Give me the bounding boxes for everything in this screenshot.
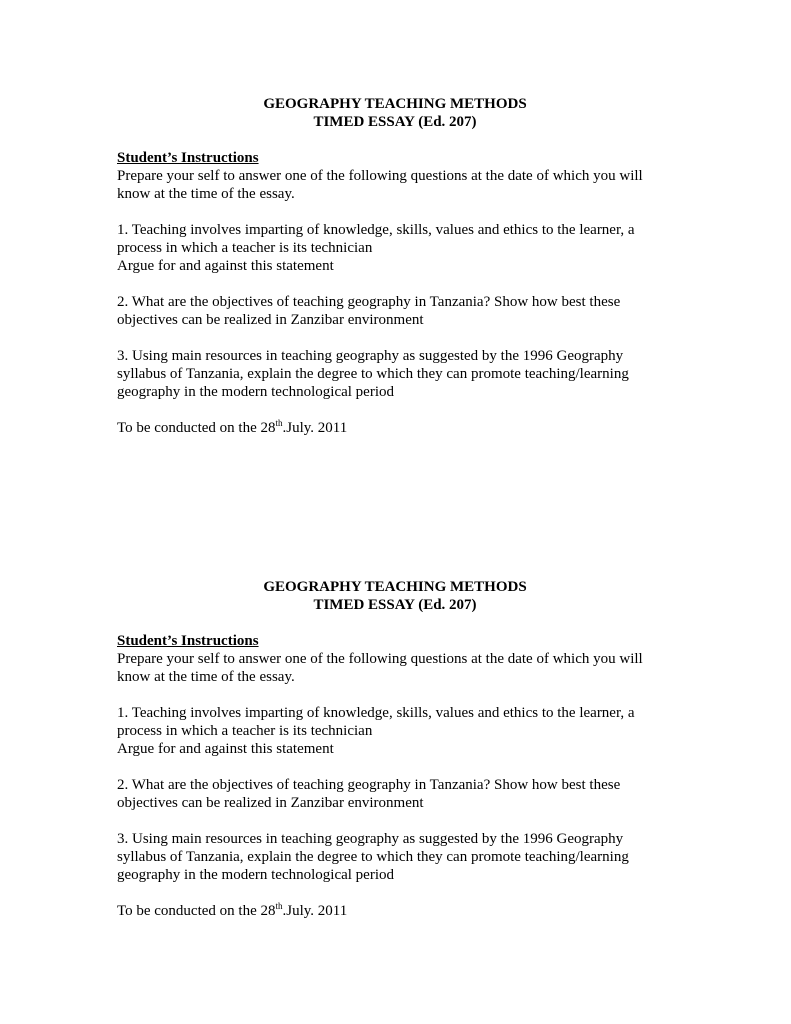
question-3-line-1: 3. Using main resources in teaching geography as suggested by the 1996 Geography xyxy=(117,831,624,847)
conduct-date-prefix: To be conducted on the 28 xyxy=(117,903,276,919)
question-2-line-2: objectives can be realized in Zanzibar environment xyxy=(117,795,424,811)
question-1-line-2: process in which a teacher is its technician xyxy=(117,240,373,256)
conduct-date xyxy=(117,419,677,437)
instructions-text-line-1: Prepare your self to answer one of the following questions at the date of which you will xyxy=(117,651,643,667)
question-3-line-3: geography in the modern technological period xyxy=(117,867,394,883)
instructions-heading: Student’s Instructions xyxy=(117,633,259,649)
conduct-date-suffix: .July. 2011 xyxy=(282,903,348,919)
conduct-date-prefix: To be conducted on the 28 xyxy=(117,420,276,436)
question-3-line-2: syllabus of Tanzania, explain the degree to which they can promote teaching/learning xyxy=(117,366,629,382)
title-line-1: GEOGRAPHY TEACHING METHODS xyxy=(263,579,527,595)
question-2-line-1: 2. What are the objectives of teaching geography in Tanzania? Show how best these xyxy=(117,294,621,310)
instructions-text-line-2: know at the time of the essay. xyxy=(117,186,295,202)
conduct-date-suffix: .July. 2011 xyxy=(282,420,348,436)
conduct-date-sup: th xyxy=(275,418,283,428)
question-3-line-3: geography in the modern technological period xyxy=(117,384,394,400)
question-3-line-1: 3. Using main resources in teaching geography as suggested by the 1996 Geography xyxy=(117,348,624,364)
essay-notice-1 xyxy=(117,95,677,437)
question-1-line-3: Argue for and against this statement xyxy=(117,258,334,274)
instructions-text-line-1: Prepare your self to answer one of the following questions at the date of which you will xyxy=(117,168,643,184)
question-1-line-1: 1. Teaching involves imparting of knowledge, skills, values and ethics to the learner, a xyxy=(117,222,635,238)
question-1-line-2: process in which a teacher is its technician xyxy=(117,723,373,739)
conduct-date-sup: th xyxy=(275,901,283,911)
title-line-2: TIMED ESSAY (Ed. 207) xyxy=(313,114,477,130)
title-line-1: GEOGRAPHY TEACHING METHODS xyxy=(263,96,527,112)
question-2-line-1: 2. What are the objectives of teaching geography in Tanzania? Show how best these xyxy=(117,777,621,793)
question-1-line-3: Argue for and against this statement xyxy=(117,741,334,757)
title-line-2: TIMED ESSAY (Ed. 207) xyxy=(313,597,477,613)
question-2-line-2: objectives can be realized in Zanzibar environment xyxy=(117,312,424,328)
conduct-date xyxy=(117,902,677,920)
instructions-text-line-2: know at the time of the essay. xyxy=(117,669,295,685)
question-3-line-2: syllabus of Tanzania, explain the degree to which they can promote teaching/learning xyxy=(117,849,629,865)
essay-notice-2 xyxy=(117,578,677,920)
question-1-line-1: 1. Teaching involves imparting of knowledge, skills, values and ethics to the learner, a xyxy=(117,705,635,721)
instructions-heading: Student’s Instructions xyxy=(117,150,259,166)
